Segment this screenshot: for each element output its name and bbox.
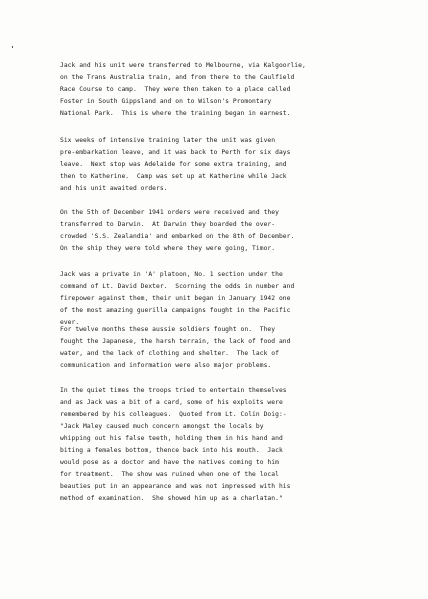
text-line: For twelve months these aussie soldiers fought on. They — [60, 326, 276, 333]
paragraph-training — [60, 60, 370, 120]
quote-line: method of examination. She showed him up as a charlatan." — [60, 495, 283, 502]
quote-line: for treatment. The show was ruined when one of the local — [60, 471, 279, 478]
quote-line: would pose as a doctor and have the natives coming to him — [60, 459, 279, 466]
text-line: Race Course to camp. They were then taken to a place called — [60, 86, 291, 93]
text-line: on the Trans Australia train, and from there to the Caulfield — [60, 74, 295, 81]
text-line: Six weeks of intensive training later the unit was given — [60, 137, 276, 144]
quote-line: beauties put in an appearance and was not impressed with his — [60, 483, 291, 490]
text-line: transferred to Darwin. At Darwin they boarded the over- — [60, 221, 276, 228]
text-line: National Park. This is where the training began in earnest. — [60, 110, 291, 117]
text-line: communication and information were also major problems. — [60, 362, 272, 369]
paragraph-leave — [60, 135, 370, 195]
text-line: command of Lt. David Dexter. Scorning the odds in number and — [60, 283, 295, 290]
text-line: firepower against them, their unit began in January 1942 one — [60, 295, 291, 302]
text-line: fought the Japanese, the harsh terrain, the lack of food and — [60, 338, 291, 345]
text-line: remembered by his colleagues. Quoted from Lt. Colin Doig:- — [60, 411, 287, 418]
text-line: Jack and his unit were transferred to Melbourne, via Kalgoorlie, — [60, 62, 306, 69]
text-line: On the ship they were told where they were going, Timor. — [60, 245, 276, 252]
paragraph-darwin — [60, 207, 370, 255]
quote-line: whipping out his false teeth, holding them in his hand and — [60, 435, 283, 442]
paragraph-platoon — [60, 269, 370, 329]
text-line: crowded 'S.S. Zealandia' and embarked on the 8th of December. — [60, 233, 295, 240]
paragraph-twelve-months — [60, 324, 370, 372]
text-line: and his unit awaited orders. — [60, 185, 168, 192]
text-line: leave. Next stop was Adelaide for some extra training, and — [60, 161, 287, 168]
text-line: of the most amazing guerilla campaigns fought in the Pacific — [60, 307, 291, 314]
text-line: pre-embarkation leave, and it was back to Perth for six days — [60, 149, 291, 156]
text-line: Foster in South Gippsland and on to Wilson's Promontary — [60, 98, 272, 105]
text-line: ever. — [60, 319, 80, 326]
quote-line: "Jack Maley caused much concern amongst the locals by — [60, 423, 264, 430]
text-line: On the 5th of December 1941 orders were received and they — [60, 209, 279, 216]
text-line: Jack was a private in 'A' platoon, No. 1 section under the — [60, 271, 283, 278]
page-speck — [12, 46, 13, 48]
text-line: then to Katherine. Camp was set up at Katherine while Jack — [60, 173, 287, 180]
text-line: and as Jack was a bit of a card, some of his exploits were — [60, 399, 283, 406]
text-line: water, and the lack of clothing and shelter. The lack of — [60, 350, 279, 357]
paragraph-quiet-times — [60, 385, 370, 505]
text-line: In the quiet times the troops tried to entertain themselves — [60, 387, 287, 394]
quote-line: biting a females bottom, thence back into his mouth. Jack — [60, 447, 283, 454]
